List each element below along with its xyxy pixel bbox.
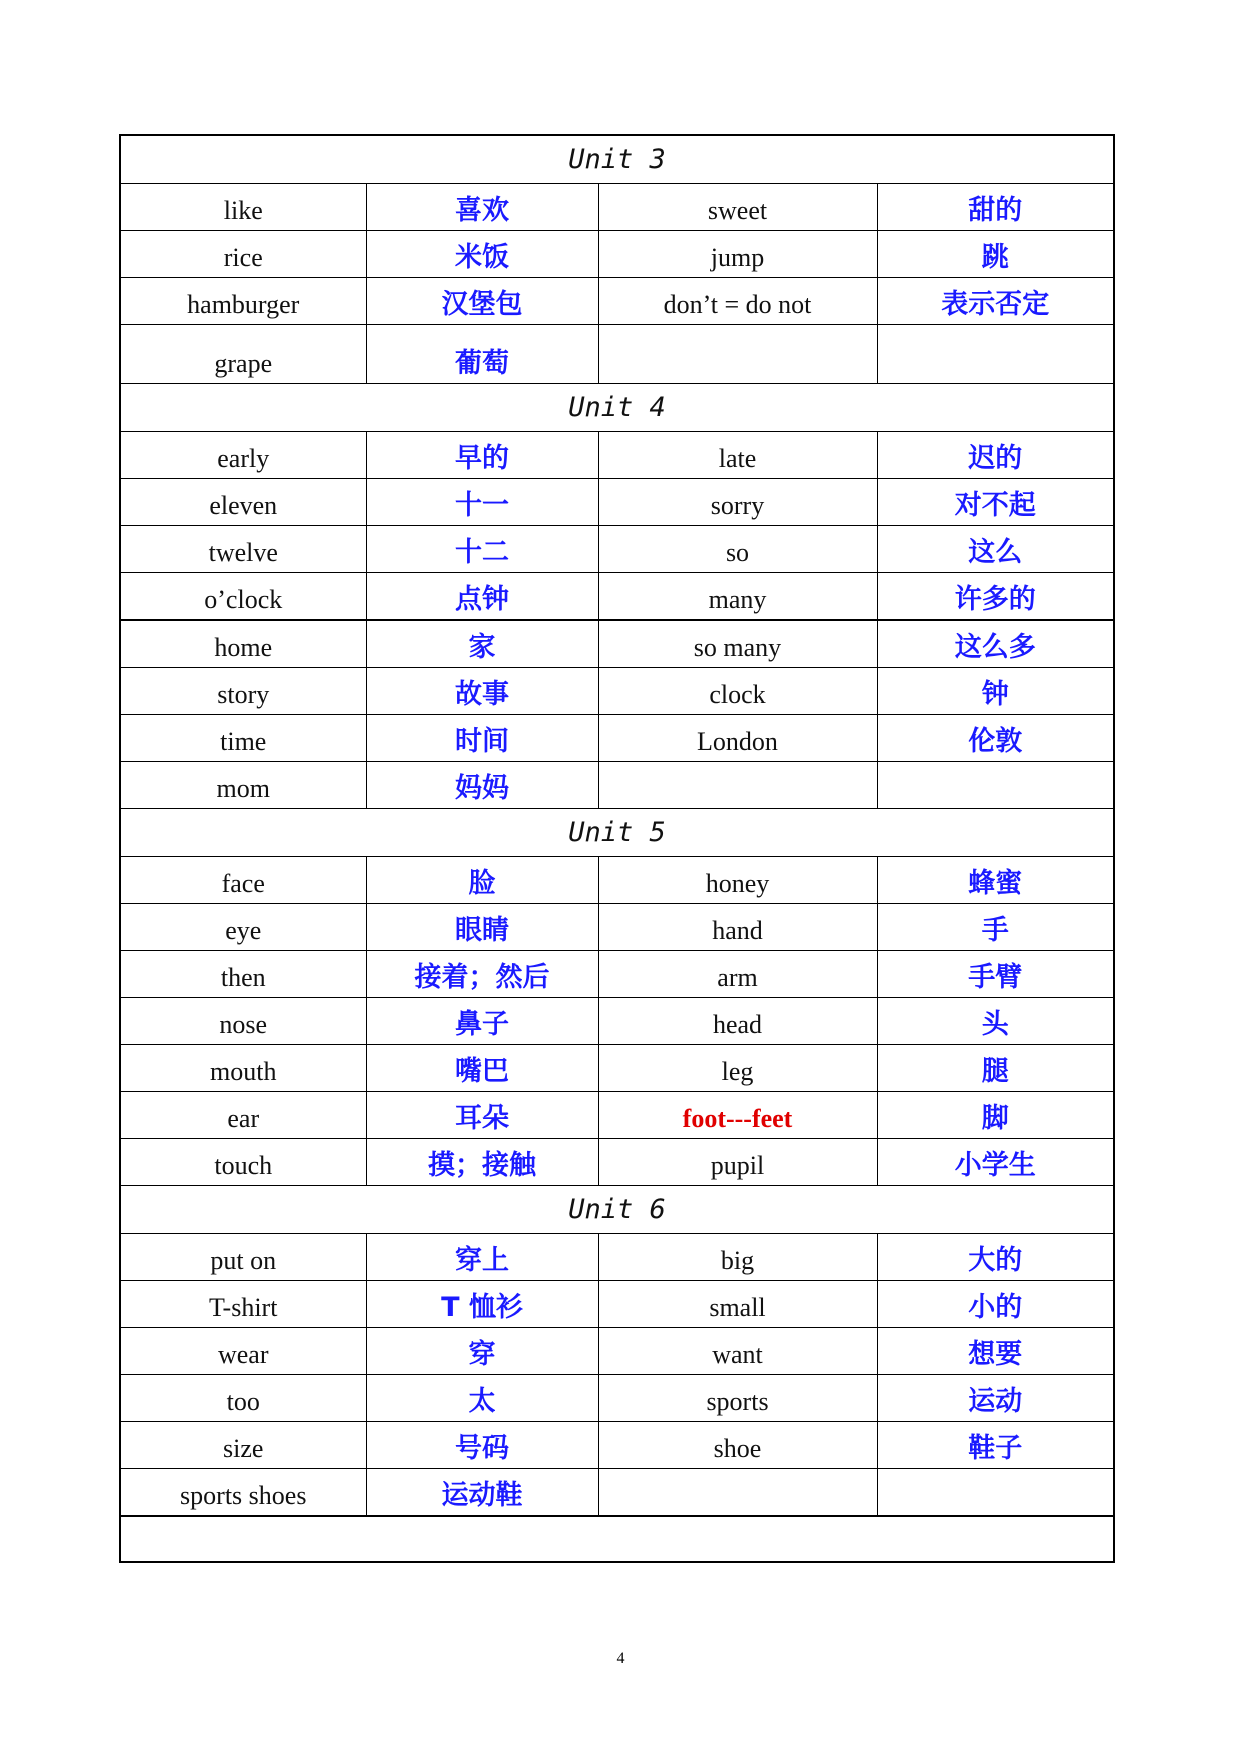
chinese-meaning: 甜的 [877, 184, 1114, 231]
table-row [120, 1469, 1114, 1517]
chinese-meaning: 鼻子 [366, 998, 598, 1045]
unit-header-row [120, 1186, 1114, 1234]
english-word: small [598, 1281, 877, 1328]
chinese-meaning: 葡萄 [366, 325, 598, 384]
page-number: 4 [616, 1650, 625, 1667]
english-word: many [598, 573, 877, 621]
english-word: rice [120, 231, 366, 278]
empty-cell [877, 762, 1114, 809]
english-word: eleven [120, 479, 366, 526]
english-word: London [598, 715, 877, 762]
english-word: don’t = do not [598, 278, 877, 325]
chinese-meaning: 运动鞋 [366, 1469, 598, 1517]
chinese-meaning: 手臂 [877, 951, 1114, 998]
chinese-meaning: 许多的 [877, 573, 1114, 621]
english-word: sports [598, 1375, 877, 1422]
english-word: wear [120, 1328, 366, 1375]
english-word: big [598, 1234, 877, 1281]
english-word: jump [598, 231, 877, 278]
table-row [120, 1092, 1114, 1139]
chinese-meaning: 这么多 [877, 620, 1114, 668]
chinese-meaning: 这么 [877, 526, 1114, 573]
table-row [120, 1328, 1114, 1375]
chinese-meaning: 穿上 [366, 1234, 598, 1281]
chinese-meaning: 汉堡包 [366, 278, 598, 325]
english-word: ear [120, 1092, 366, 1139]
english-word: head [598, 998, 877, 1045]
chinese-meaning: 十一 [366, 479, 598, 526]
chinese-meaning: 钟 [877, 668, 1114, 715]
unit-title: Unit 5 [120, 809, 1114, 857]
english-word: sorry [598, 479, 877, 526]
chinese-meaning: 想要 [877, 1328, 1114, 1375]
table-row [120, 1234, 1114, 1281]
english-word: sports shoes [120, 1469, 366, 1517]
chinese-meaning: 眼睛 [366, 904, 598, 951]
unit-title: Unit 6 [120, 1186, 1114, 1234]
english-word: mom [120, 762, 366, 809]
table-row [120, 1422, 1114, 1469]
chinese-meaning: 腿 [877, 1045, 1114, 1092]
chinese-meaning: 脸 [366, 857, 598, 904]
english-word: o’clock [120, 573, 366, 621]
chinese-meaning: 号码 [366, 1422, 598, 1469]
table-row [120, 762, 1114, 809]
chinese-meaning: 太 [366, 1375, 598, 1422]
chinese-meaning: 十二 [366, 526, 598, 573]
chinese-meaning: 耳朵 [366, 1092, 598, 1139]
chinese-meaning: T 恤衫 [366, 1281, 598, 1328]
chinese-meaning: 点钟 [366, 573, 598, 621]
english-word: time [120, 715, 366, 762]
english-word: face [120, 857, 366, 904]
chinese-meaning: 对不起 [877, 479, 1114, 526]
table-row [120, 715, 1114, 762]
english-word: grape [120, 325, 366, 384]
english-word: nose [120, 998, 366, 1045]
english-word: so many [598, 620, 877, 668]
english-word: put on [120, 1234, 366, 1281]
table-row [120, 573, 1114, 621]
chinese-meaning: 早的 [366, 432, 598, 479]
unit-header-row [120, 384, 1114, 432]
table-row [120, 231, 1114, 278]
table-row [120, 1281, 1114, 1328]
table-row [120, 479, 1114, 526]
table-row [120, 668, 1114, 715]
chinese-meaning: 喜欢 [366, 184, 598, 231]
english-word: hamburger [120, 278, 366, 325]
empty-cell [598, 762, 877, 809]
unit-title: Unit 4 [120, 384, 1114, 432]
table-row [120, 325, 1114, 384]
table-row [120, 1139, 1114, 1186]
english-word: then [120, 951, 366, 998]
table-row [120, 432, 1114, 479]
english-word: late [598, 432, 877, 479]
english-word: home [120, 620, 366, 668]
table-row [120, 998, 1114, 1045]
chinese-meaning: 头 [877, 998, 1114, 1045]
english-word: mouth [120, 1045, 366, 1092]
empty-cell [877, 1469, 1114, 1517]
chinese-meaning: 米饭 [366, 231, 598, 278]
chinese-meaning: 故事 [366, 668, 598, 715]
table-row [120, 951, 1114, 998]
chinese-meaning: 妈妈 [366, 762, 598, 809]
english-word: twelve [120, 526, 366, 573]
chinese-meaning: 大的 [877, 1234, 1114, 1281]
unit-header-row [120, 809, 1114, 857]
english-word: leg [598, 1045, 877, 1092]
chinese-meaning: 手 [877, 904, 1114, 951]
table-row [120, 904, 1114, 951]
english-word: size [120, 1422, 366, 1469]
chinese-meaning: 接着；然后 [366, 951, 598, 998]
chinese-meaning: 家 [366, 620, 598, 668]
unit-header-row [120, 135, 1114, 184]
chinese-meaning: 表示否定 [877, 278, 1114, 325]
unit-title: Unit 3 [120, 135, 1114, 184]
table-row [120, 857, 1114, 904]
english-word: pupil [598, 1139, 877, 1186]
chinese-meaning: 小的 [877, 1281, 1114, 1328]
english-word: early [120, 432, 366, 479]
english-word: so [598, 526, 877, 573]
english-word: T-shirt [120, 1281, 366, 1328]
empty-cell [598, 325, 877, 384]
blank-row [120, 1516, 1114, 1562]
english-word: honey [598, 857, 877, 904]
empty-cell [598, 1469, 877, 1517]
english-word-highlighted: foot---feet [598, 1092, 877, 1139]
table-row [120, 1375, 1114, 1422]
english-word: clock [598, 668, 877, 715]
table-row [120, 620, 1114, 668]
chinese-meaning: 运动 [877, 1375, 1114, 1422]
english-word: arm [598, 951, 877, 998]
english-word: hand [598, 904, 877, 951]
table-row [120, 1045, 1114, 1092]
empty-cell [877, 325, 1114, 384]
english-word: like [120, 184, 366, 231]
english-word: story [120, 668, 366, 715]
chinese-meaning: 时间 [366, 715, 598, 762]
chinese-meaning: 摸；接触 [366, 1139, 598, 1186]
chinese-meaning: 穿 [366, 1328, 598, 1375]
table-row [120, 184, 1114, 231]
table-row [120, 278, 1114, 325]
table-row [120, 526, 1114, 573]
english-word: eye [120, 904, 366, 951]
english-word: sweet [598, 184, 877, 231]
english-word: too [120, 1375, 366, 1422]
chinese-meaning: 鞋子 [877, 1422, 1114, 1469]
chinese-meaning: 蜂蜜 [877, 857, 1114, 904]
english-word: want [598, 1328, 877, 1375]
chinese-meaning: 跳 [877, 231, 1114, 278]
empty-cell [120, 1516, 1114, 1562]
chinese-meaning: 小学生 [877, 1139, 1114, 1186]
english-word: shoe [598, 1422, 877, 1469]
english-word: touch [120, 1139, 366, 1186]
chinese-meaning: 嘴巴 [366, 1045, 598, 1092]
chinese-meaning: 迟的 [877, 432, 1114, 479]
chinese-meaning: 脚 [877, 1092, 1114, 1139]
vocabulary-table [119, 134, 1115, 1563]
chinese-meaning: 伦敦 [877, 715, 1114, 762]
